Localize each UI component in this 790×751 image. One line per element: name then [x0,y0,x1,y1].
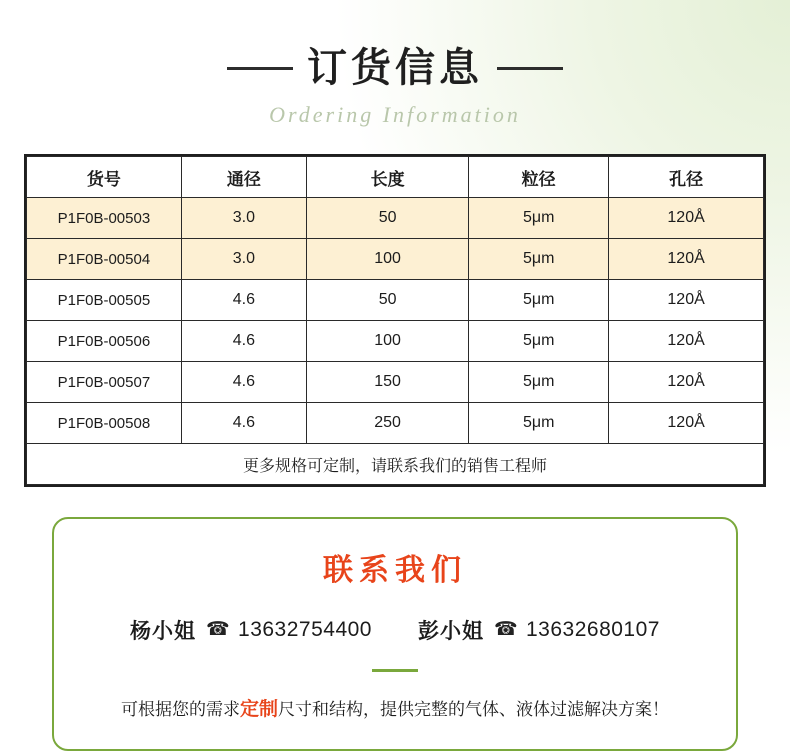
cell-id: 4.6 [181,403,306,444]
cell-sku: P1F0B-00506 [27,321,182,362]
page-title: 订货信息 [307,46,483,90]
cell-id: 4.6 [181,362,306,403]
cell-particle: 5μm [469,198,609,239]
cell-pore: 120Å [609,198,764,239]
cell-particle: 5μm [469,362,609,403]
title-rule-right [497,67,563,70]
spec-table-container [24,154,766,487]
table-row [27,403,764,444]
cell-particle: 5μm [469,403,609,444]
contact-phone[interactable]: 13632754400 [238,618,372,641]
contact-note-suffix: 尺寸和结构，提供完整的气体、液体过滤解决方案！ [278,700,669,719]
cell-sku: P1F0B-00508 [27,403,182,444]
cell-particle: 5μm [469,321,609,362]
cell-sku: P1F0B-00507 [27,362,182,403]
contact-card [52,517,738,751]
table-row [27,321,764,362]
cell-length: 100 [307,239,469,280]
column-header-length: 长度 [307,157,469,198]
table-row [27,239,764,280]
column-header-sku: 货号 [27,157,182,198]
table-footer-row [27,444,764,485]
cell-length: 150 [307,362,469,403]
cell-id: 3.0 [181,239,306,280]
contact-name: 彭小姐 [418,620,484,643]
contact-divider [372,669,418,672]
page-subtitle: Ordering Information [269,102,521,127]
cell-pore: 120Å [609,403,764,444]
cell-length: 100 [307,321,469,362]
table-row [27,362,764,403]
contact-name: 杨小姐 [130,620,197,643]
table-header-row [27,157,764,198]
phone-icon: ☎ [206,619,230,640]
contact-note-accent: 定制 [239,699,278,720]
column-header-particle: 粒径 [469,157,609,198]
cell-length: 50 [307,198,469,239]
cell-pore: 120Å [609,362,764,403]
column-header-id: 通径 [181,157,306,198]
cell-sku: P1F0B-00503 [27,198,182,239]
contact-title: 联系我们 [323,554,467,587]
title-row [0,46,790,90]
cell-sku: P1F0B-00505 [27,280,182,321]
title-rule-left [227,67,293,70]
spec-table [26,156,764,485]
cell-id: 3.0 [181,198,306,239]
cell-pore: 120Å [609,280,764,321]
contact-list [74,615,716,645]
cell-id: 4.6 [181,280,306,321]
page-title-block [0,0,790,128]
table-row [27,198,764,239]
contact-person [418,615,660,645]
contact-note [74,694,716,721]
phone-icon: ☎ [494,619,518,640]
contact-note-prefix: 可根据您的需求 [120,700,240,719]
cell-sku: P1F0B-00504 [27,239,182,280]
cell-particle: 5μm [469,239,609,280]
table-row [27,280,764,321]
column-header-pore: 孔径 [609,157,764,198]
cell-id: 4.6 [181,321,306,362]
contact-phone[interactable]: 13632680107 [526,618,660,641]
cell-length: 50 [307,280,469,321]
contact-person [130,615,372,645]
cell-pore: 120Å [609,239,764,280]
cell-length: 250 [307,403,469,444]
table-footer-note: 更多规格可定制，请联系我们的销售工程师 [27,444,764,485]
cell-particle: 5μm [469,280,609,321]
cell-pore: 120Å [609,321,764,362]
